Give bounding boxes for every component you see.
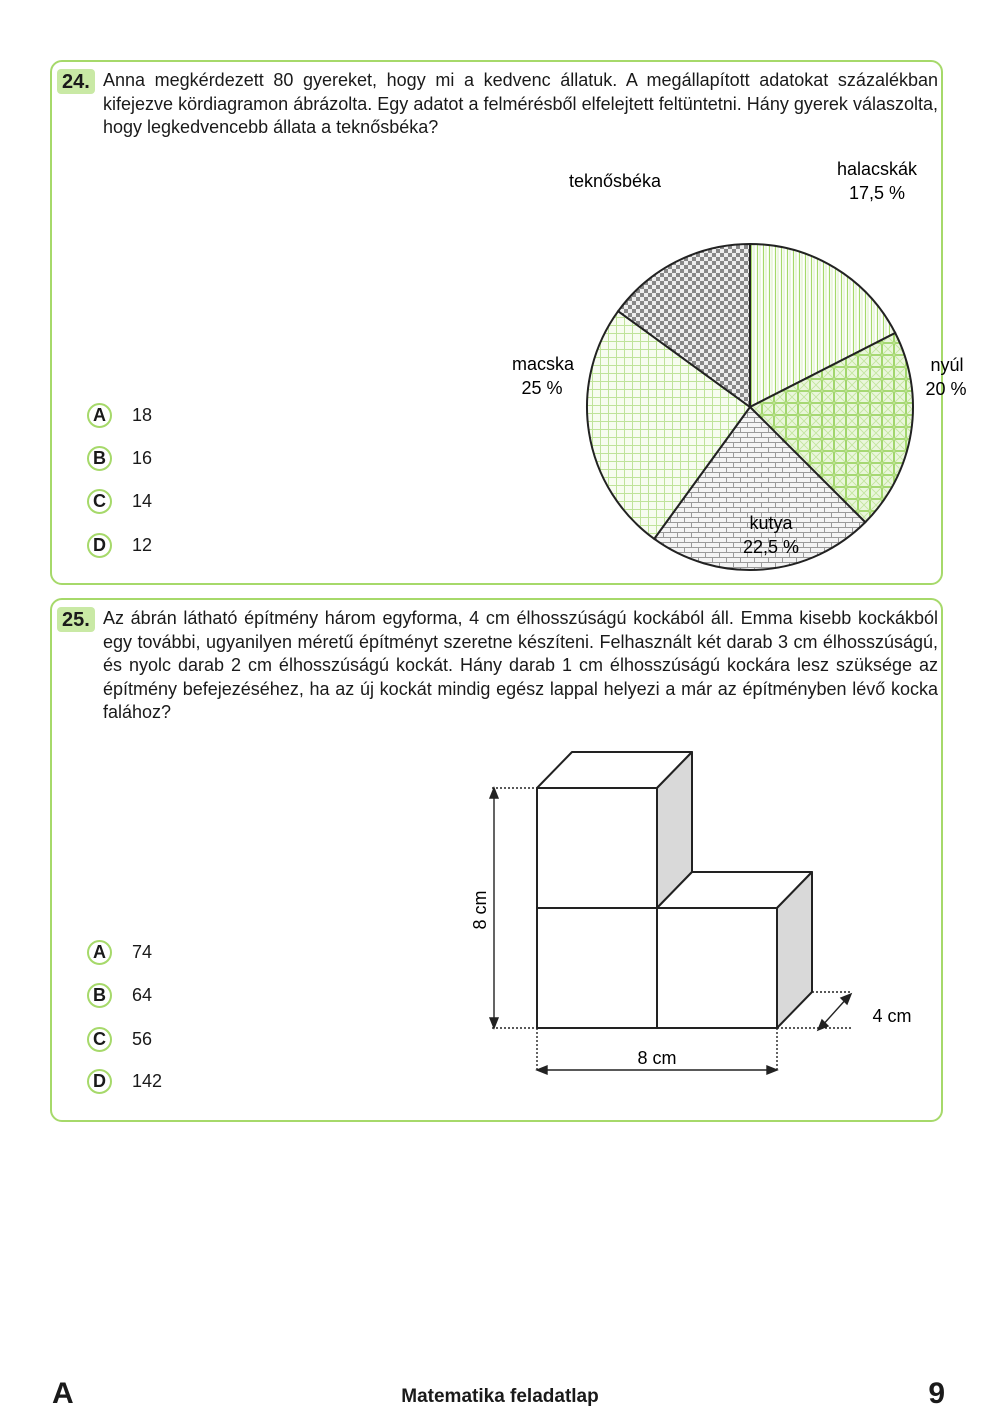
answer-value: 14: [132, 490, 153, 511]
answer-value: 18: [132, 404, 153, 425]
answer-value: 64: [132, 984, 153, 1005]
answer-option[interactable]: [87, 530, 207, 560]
slice-label-nyul: nyúl: [930, 355, 964, 375]
footer-page-number: 9: [928, 1377, 945, 1410]
question-text: Az ábrán látható építmény három egyforma, 4 cm élhosszúságú kockából áll. Emma kisebb kockákból egy további, ugyanilyen méretű építményt szeretne készíteni. Felhasznált két darab 3 cm élhosszúságú, és nyolc darab 2 cm élhosszúságú kockát. Hány darab 1 cm élhosszúságú kockára lesz szüksége az építmény befejezéséhez, ha az új kockát mindig egész lappal helyezi a már az építményben lévő kocka falához?: [103, 608, 938, 722]
answer-letter: C: [87, 1027, 112, 1052]
task-number: 25.: [57, 607, 95, 632]
height-label: 8 cm: [470, 890, 490, 930]
answer-letter: A: [87, 940, 112, 965]
width-label: 8 cm: [637, 1048, 677, 1068]
answer-option[interactable]: [87, 400, 207, 430]
bottom-left-cube-front-face: [537, 908, 657, 1028]
answer-option[interactable]: [87, 980, 207, 1010]
depth-label: 4 cm: [872, 1006, 912, 1026]
task-25-box: [50, 598, 943, 1122]
slice-value-halacskak: 17,5 %: [848, 183, 906, 203]
answer-letter: D: [87, 533, 112, 558]
answer-letter: A: [87, 403, 112, 428]
answer-value: 56: [132, 1028, 153, 1049]
answer-value: 16: [132, 447, 153, 468]
answer-option[interactable]: [87, 443, 207, 473]
slice-label-halacskak: halacskák: [836, 159, 918, 179]
answer-letter: D: [87, 1069, 112, 1094]
slice-label-kutya: kutya: [749, 513, 793, 533]
footer-title: Matematika feladatlap: [401, 1386, 599, 1407]
task-24-box: [50, 60, 967, 585]
answer-value: 12: [132, 534, 153, 555]
slice-label-macska: macska: [511, 354, 575, 374]
answer-letter: B: [87, 446, 112, 471]
slice-value-macska: 25 %: [521, 378, 563, 398]
answer-letter: B: [87, 983, 112, 1008]
right-cube-front-face: [657, 908, 777, 1028]
cube-structure-figure: [452, 740, 922, 1090]
slice-value-nyul: 20 %: [925, 379, 967, 399]
task-number: 24.: [57, 69, 95, 94]
top-cube-front-face: [537, 788, 657, 908]
answer-value: 74: [132, 941, 153, 962]
slice-label-teknosbeka: teknősbéka: [568, 171, 662, 191]
answer-letter: C: [87, 489, 112, 514]
footer-version-letter: A: [52, 1377, 74, 1410]
slice-value-kutya: 22,5 %: [742, 537, 800, 557]
answer-option[interactable]: [87, 1024, 207, 1054]
question-text: Anna megkérdezett 80 gyereket, hogy mi a kedvenc állatuk. A megállapított adatokat százalékban kifejezve kördiagramon ábrázolta. Egy adatot a felmérésből elfelejtett feltüntetni. Hány gyerek válaszolta, hogy legkedvencebb állata a teknősbéka?: [103, 70, 938, 137]
answer-option[interactable]: [87, 486, 207, 516]
answer-option[interactable]: [87, 1066, 207, 1096]
answer-option[interactable]: [87, 937, 207, 967]
pie-chart: [432, 157, 967, 567]
answer-value: 142: [132, 1070, 163, 1091]
